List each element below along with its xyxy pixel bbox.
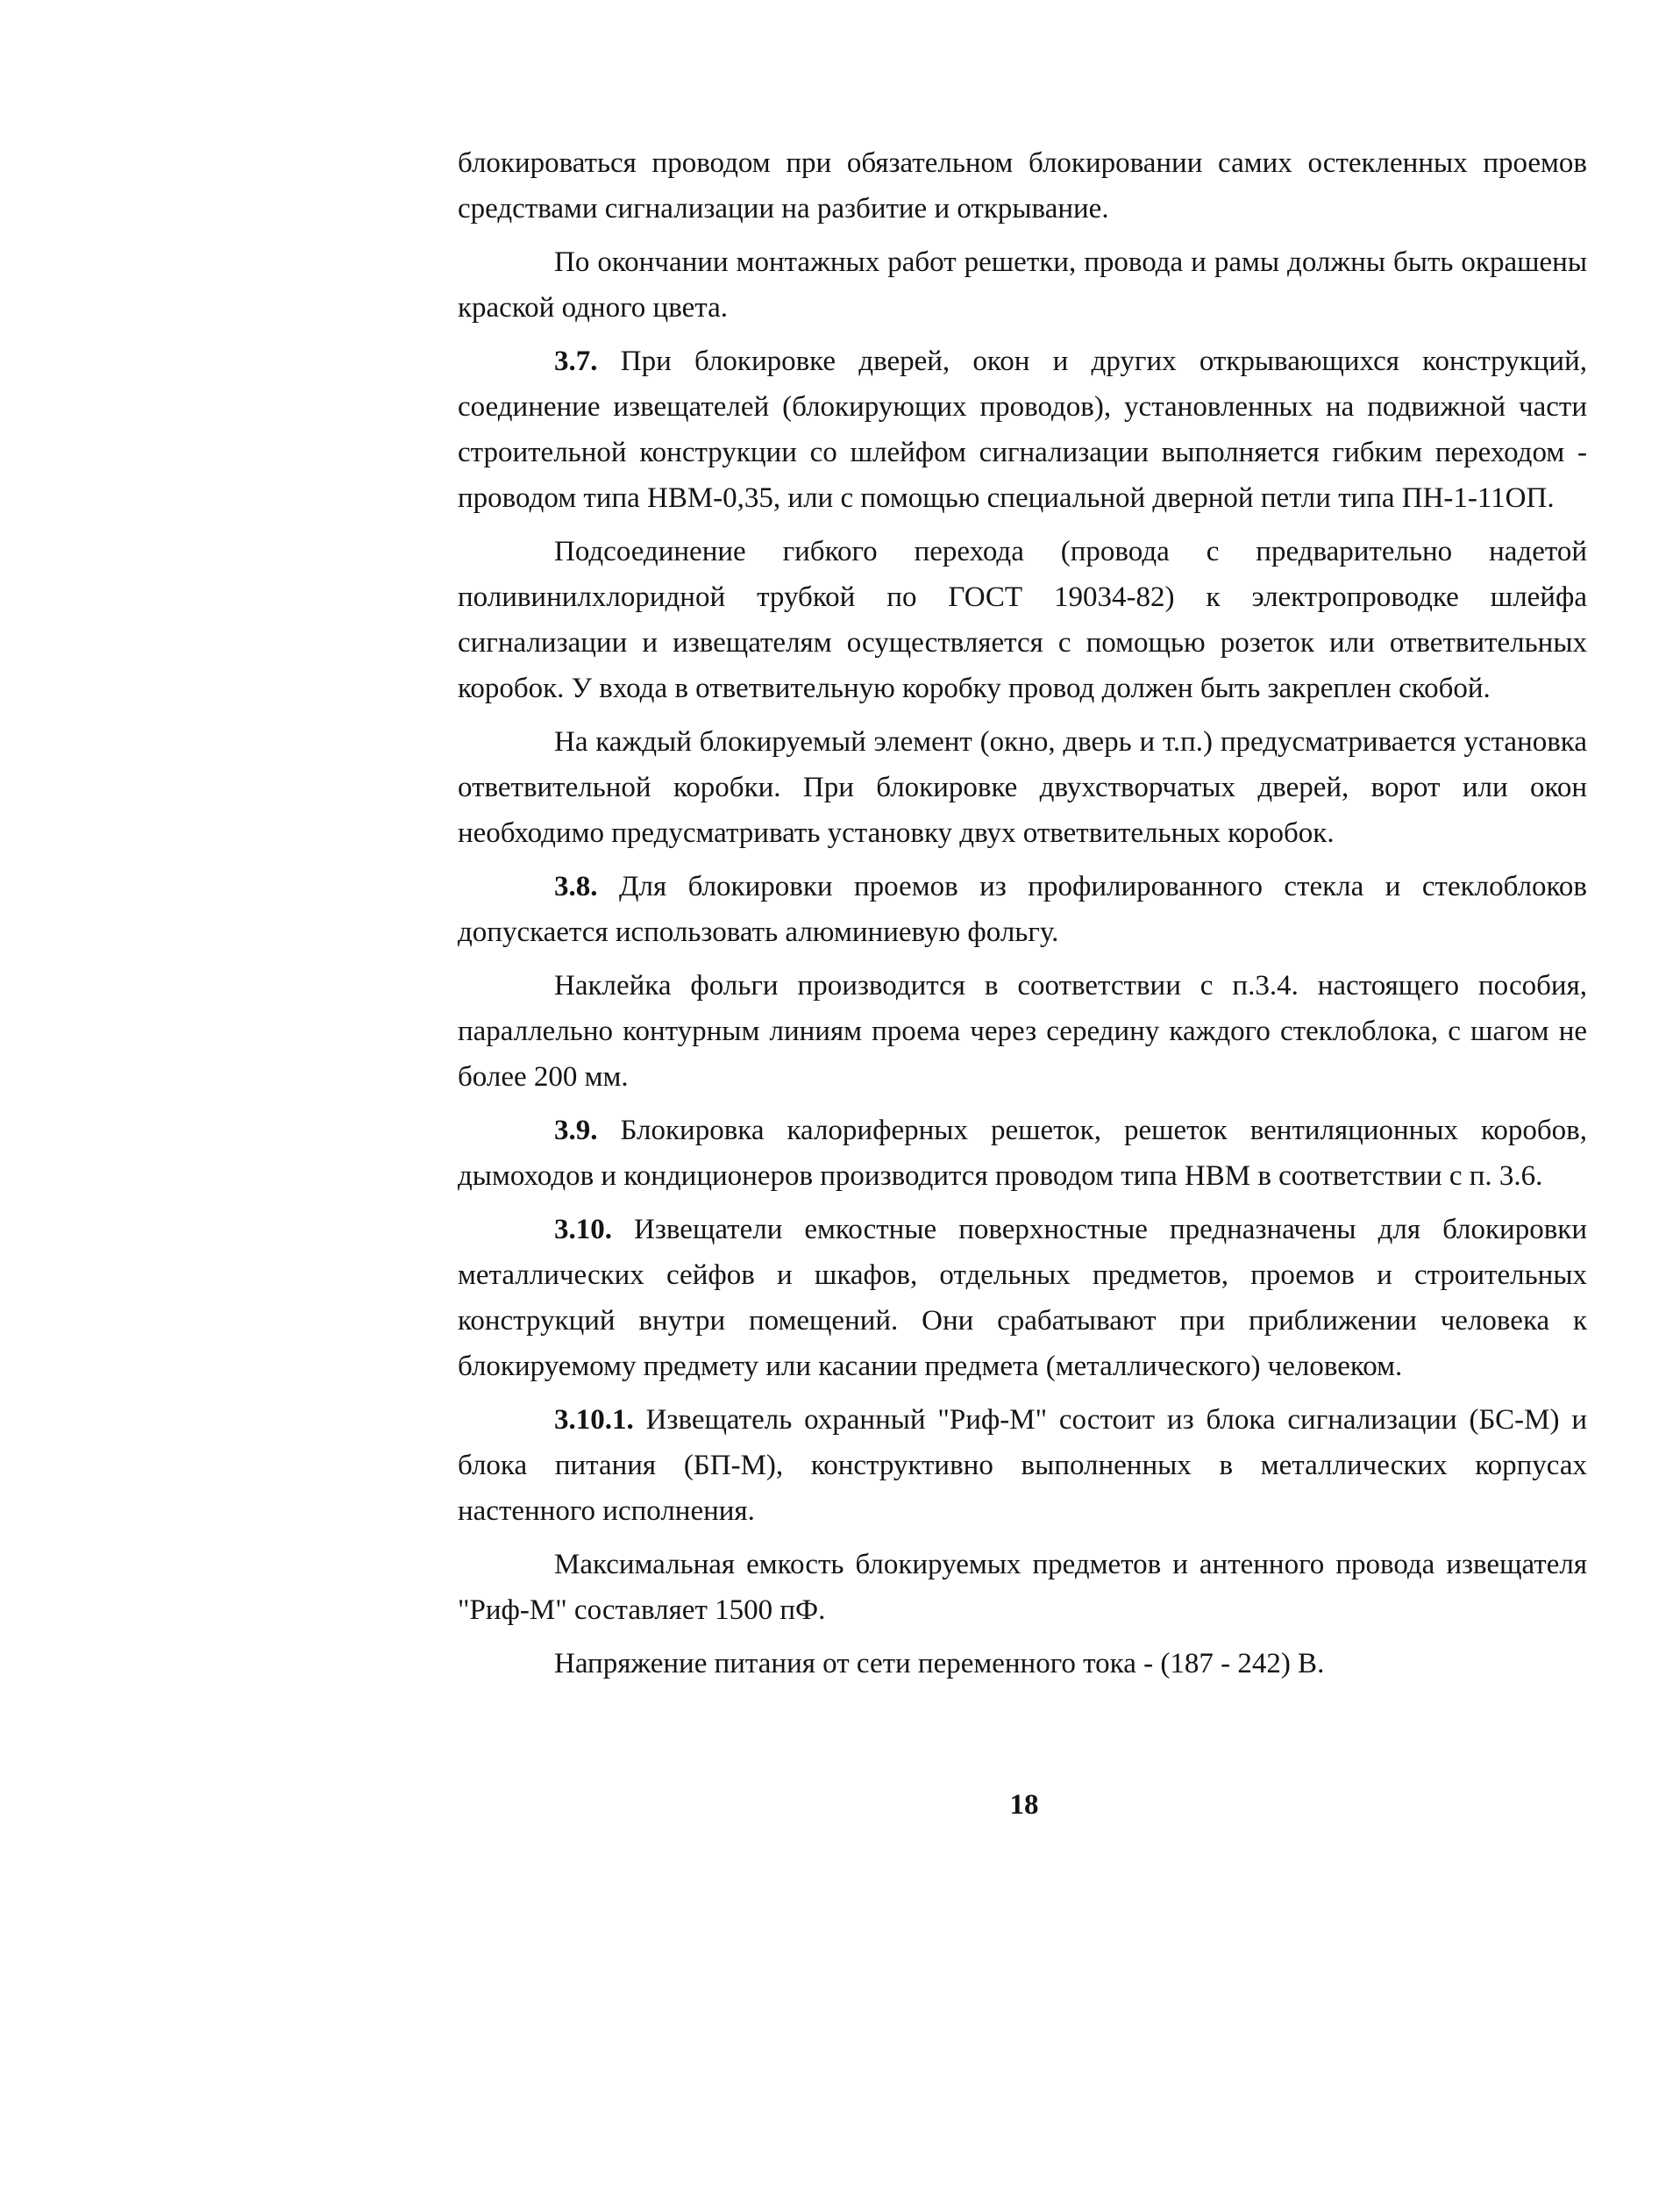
paragraph-text: Напряжение питания от сети переменного тока - (187 - 242) В. [554,1648,1325,1679]
paragraph-text: Блокировка калориферных решеток, решеток вентиляционных коробов, дымоходов и кондиционеров производится проводом типа НВМ в соответствии с п. 3.6. [458,1115,1587,1192]
paragraph-boxes [458,719,1587,856]
paragraph-foil [458,963,1587,1100]
paragraph-3-9 [458,1108,1587,1199]
body-text [458,140,1587,1694]
section-number: 3.10. [554,1214,612,1245]
paragraph-text: При блокировке дверей, окон и других открывающихся конструкций, соединение извещателей (блокирующих проводов), установленных на подвижной части строительной конструкции со шлейфом сигнализации выполняется гибким переходом - проводом типа НВМ-0,35, или с помощью специальной дверной петли типа ПН-1-11ОП. [458,346,1587,514]
paragraph-text: Извещатели емкостные поверхностные предназначены для блокировки металлических сейфов и шкафов, отдельных предметов, проемов и строительных конструкций внутри помещений. Они срабатывают при приближении человека к блокируемому предмету или касании предмета (металлического) человеком. [458,1214,1587,1382]
paragraph-connection [458,529,1587,711]
paragraph-painting [458,239,1587,331]
paragraph-text: Наклейка фольги производится в соответствии с п.3.4. настоящего пособия, параллельно контурным линиям проема через середину каждого стеклоблока, с шагом не более 200 мм. [458,970,1587,1093]
section-number: 3.7. [554,346,598,377]
paragraph-text: Подсоединение гибкого перехода (провода с предварительно надетой поливинилхлоридной трубкой по ГОСТ 19034-82) к электропроводке шлейфа сигнализации и извещателям осуществляется с помощью розеток или ответвительных коробок. У входа в ответвительную коробку провод должен быть закреплен скобой. [458,536,1587,704]
paragraph-3-10-1 [458,1397,1587,1534]
section-number: 3.8. [554,871,598,902]
paragraph-text: Для блокировки проемов из профилированного стекла и стеклоблоков допускается использовать алюминиевую фольгу. [458,871,1587,948]
paragraph-text: На каждый блокируемый элемент (окно, дверь и т.п.) предусматривается установка ответвительной коробки. При блокировке двухстворчатых дверей, ворот или окон необходимо предусматривать установку двух ответвительных коробок. [458,726,1587,849]
paragraph-voltage [458,1641,1587,1686]
paragraph-3-7 [458,339,1587,521]
paragraph-3-10 [458,1207,1587,1389]
paragraph-3-8 [458,864,1587,955]
section-number: 3.9. [554,1115,598,1146]
paragraph-capacity [458,1542,1587,1633]
paragraph-text: блокироваться проводом при обязательном блокировании самих остекленных проемов средствами сигнализации на разбитие и открывание. [458,147,1587,225]
paragraph-text: Максимальная емкость блокируемых предметов и антенного провода извещателя "Риф-М" составляет 1500 пФ. [458,1549,1587,1626]
paragraph-text: Извещатель охранный "Риф-М" состоит из блока сигнализации (БС-М) и блока питания (БП-М), конструктивно выполненных в металлических корпусах настенного исполнения. [458,1404,1587,1527]
paragraph-text: По окончании монтажных работ решетки, провода и рамы должны быть окрашены краской одного цвета. [458,246,1587,324]
page-number: 18 [1009,1789,1039,1821]
paragraph-continuation [458,140,1587,232]
section-number: 3.10.1. [554,1404,634,1436]
